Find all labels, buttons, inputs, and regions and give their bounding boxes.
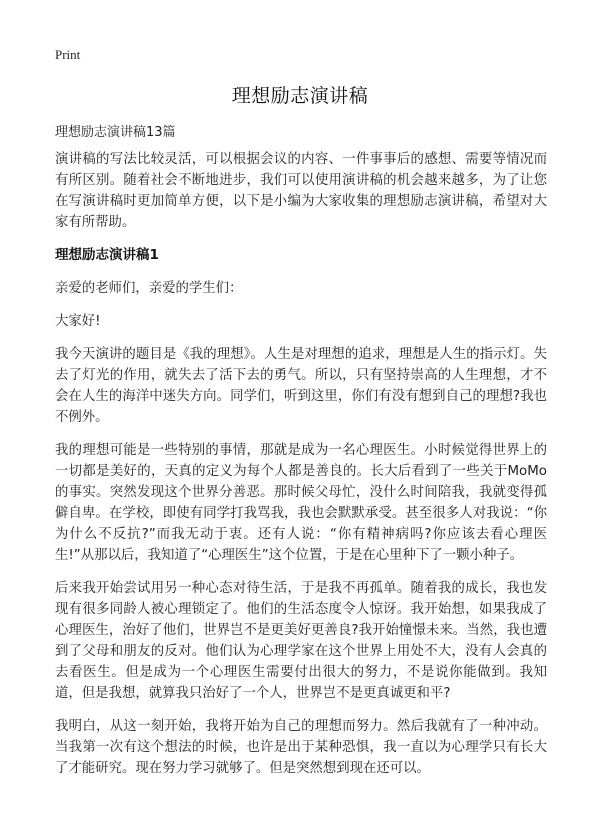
body-paragraph: 后来我开始尝试用另一种心态对待生活，于是我不再孤单。随着我的成长，我也发现有很多同龄人被心理锁定了。他们的生活态度令人惊讶。我开始想，如果我成了心理医生，治好了他们，世界岂不是更美好更善良?我开始憧憬未来。当然，我也遭到了父母和朋友的反对。他们认为心理学家在这个世界上用处不大，没有人会真的去看医生。但是成为一个心理医生需要付出很大的努力，不是说你能做到。我知道，但是我想，就算我只治好了一个人，世界岂不是更真诚更和平? — [55, 581, 547, 701]
document-title: 理想励志演讲稿 — [231, 85, 369, 107]
section-heading: 理想励志演讲稿1 — [55, 247, 159, 263]
greeting-paragraph: 亲爱的老师们，亲爱的学生们： — [55, 281, 243, 296]
print-label: Print — [55, 47, 81, 62]
body-paragraph: 我的理想可能是一些特别的事情，那就是成为一名心理医生。小时候觉得世界上的一切都是美好的，天真的定义为每个人都是善良的。长大后看到了一些关于MoMo的事实。突然发现这个世界分善恶。那时候父母忙，没什么时间陪我，我就变得孤僻自卑。在学校，即使有同学打我骂我，我也会默默承受。甚至很多人对我说：“你为什么不反抗?”而我无动于衷。还有人说：“你有精神病吗?你应该去看心理医生!”从那以后，我知道了“心理医生”这个位置，于是在心里种下了一颗小种子。 — [55, 443, 547, 563]
salutation-paragraph: 大家好! — [55, 314, 101, 329]
document-subtitle: 理想励志演讲稿13篇 — [55, 125, 176, 140]
body-paragraph: 我明白，从这一刻开始，我将开始为自己的理想而努力。然后我就有了一种冲动。当我第一次有这个想法的时候，也许是出于某种恐惧，我一直以为心理学只有长大了才能研究。现在努力学习就够了。但是突然想到现在还可以。 — [55, 719, 547, 776]
intro-paragraph: 演讲稿的写法比较灵活，可以根据会议的内容、一件事事后的感想、需要等情况而有所区别。随着社会不断地进步，我们可以使用演讲稿的机会越来越多，为了让您在写演讲稿时更加简单方便，以下是小编为大家收集的理想励志演讲稿，希望对大家有所帮助。 — [55, 152, 547, 230]
document-body — [55, 149, 547, 791]
body-paragraph: 我今天演讲的题目是《我的理想》。人生是对理想的追求，理想是人生的指示灯。失去了灯光的作用，就失去了活下去的勇气。所以，只有坚持崇高的人生理想，才不会在人生的海洋中迷失方向。同学们，听到这里，你们有没有想到自己的理想?我也不例外。 — [55, 347, 547, 425]
